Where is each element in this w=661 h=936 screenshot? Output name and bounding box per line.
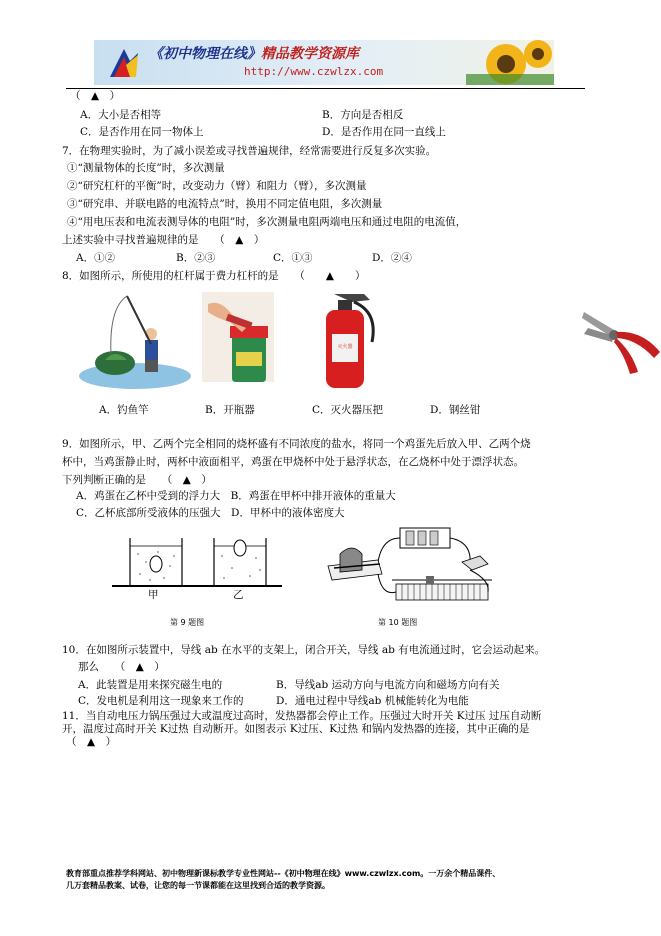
- q7-option-c: C．①③: [273, 252, 313, 264]
- footer-line-1: 教育部重点推荐学科网站、初中物理新课标教学专业性网站--《初中物理在线》www.czwlzx.com。一万余个精品课件、: [66, 869, 501, 878]
- q7-item-2: ②“研究杠杆的平衡”时，改变动力（臂）和阻力（臂），多次测量: [67, 180, 367, 192]
- figure-10-caption: 第 10 题图: [378, 618, 418, 627]
- q7-item-3: ③“研究串、并联电路的电流特点”时，换用不同定值电阻，多次测量: [67, 198, 383, 210]
- q8-option-a: A．钓鱼竿: [99, 404, 149, 416]
- q6-option-c: C．是否作用在同一物体上: [80, 126, 204, 138]
- q9-stem-line-2: 杯中，当鸡蛋静止时，两杯中液面相平，鸡蛋在甲烧杯中处于悬浮状态，在乙烧杯中处于漂浮状态。: [62, 456, 524, 468]
- q11-line-2: 开，温度过高时开关 K过热 自动断开。如图表示 K过压、K过热 和锅内发热器的连接，其中正确的是: [62, 723, 530, 735]
- q8-option-c: C．灭火器压把: [312, 404, 384, 416]
- q9-stem-line-3: 下列判断正确的是 （ ▲ ）: [62, 474, 212, 486]
- q7-option-a: A．①②: [76, 252, 116, 264]
- q9-options-line-2: C．乙杯底部所受液体的压强大 D．甲杯中的液体密度大: [76, 507, 345, 519]
- extinguisher-label: 灭火器: [337, 344, 353, 350]
- q11-line-3: （ ▲ ）: [66, 736, 117, 748]
- banner-title: 《初中物理在线》精品教学资源库: [149, 46, 359, 62]
- q10-stem-line-2: 那么 （ ▲ ）: [78, 661, 165, 673]
- q9-stem-line-1: 9．如图所示，甲、乙两个完全相同的烧杯盛有不同浓度的盐水，将同一个鸡蛋先后放入甲、乙两个烧: [62, 438, 531, 450]
- q6-option-d: D．是否作用在同一直线上: [322, 126, 446, 138]
- pliers-illustration: [580, 302, 661, 374]
- motor-apparatus-figure: [322, 522, 502, 612]
- q10-option-c: C．发电机是利用这一现象来工作的: [78, 695, 244, 707]
- header-rule: [66, 88, 585, 89]
- footer-line-2: 几万套精品教案、试卷，让您的每一节课都能在这里找到合适的教学资源。: [66, 881, 330, 890]
- sunflower-icon: [466, 40, 554, 85]
- banner-url[interactable]: http://www.czwlzx.com: [244, 65, 384, 78]
- q6-answer-blank: （ ▲ ）: [70, 90, 121, 102]
- q6-option-b: B．方向是否相反: [322, 109, 404, 121]
- fishing-rod-illustration: [75, 288, 195, 393]
- header-banner: [94, 40, 554, 85]
- beaker-label-jia: 甲: [148, 589, 159, 601]
- beaker-label-yi: 乙: [233, 589, 244, 601]
- q10-option-b: B．导线ab 运动方向与电流方向和磁场方向有关: [276, 679, 500, 691]
- q7-option-b: B．②③: [176, 252, 216, 264]
- figure-9-caption: 第 9 题图: [170, 618, 205, 627]
- fire-extinguisher-illustration: [312, 290, 382, 390]
- q7-question: 上述实验中寻找普遍规律的是 （ ▲ ）: [62, 234, 265, 246]
- q9-options-line-1: A．鸡蛋在乙杯中受到的浮力大 B．鸡蛋在甲杯中排开液体的重量大: [76, 490, 396, 502]
- q10-option-a: A．此装置是用来探究磁生电的: [78, 679, 223, 691]
- q8-option-b: B．开瓶器: [205, 404, 255, 416]
- q10-option-d: D．通电过程中导线ab 机械能转化为电能: [276, 695, 469, 707]
- bottle-opener-illustration: [202, 292, 274, 382]
- q7-stem: 7．在物理实验时，为了减小误差或寻找普遍规律，经常需要进行反复多次实验。: [62, 145, 437, 157]
- q7-item-1: ①“测量物体的长度”时，多次测量: [67, 162, 225, 174]
- q8-stem: 8．如图所示，所使用的杠杆属于费力杠杆的是 （ ▲ ）: [62, 270, 366, 282]
- q7-item-4: ④“用电压表和电流表测导体的电阻”时，多次测量电阻两端电压和通过电阻的电流值，: [67, 216, 467, 228]
- q11-line-1: 11．当自动电压力锅压强过大或温度过高时，发热器都会停止工作。压强过大时开关 K过压 过压自动断: [62, 710, 542, 722]
- beaker-figure: [112, 532, 282, 602]
- q8-option-d: D．钢丝钳: [430, 404, 481, 416]
- q10-stem-line-1: 10．在如图所示装置中，导线 ab 在水平的支架上，闭合开关，导线 ab 有电流通过时，它会运动起来。: [62, 644, 546, 656]
- q6-option-a: A．大小是否相等: [80, 109, 162, 121]
- q7-option-d: D．②④: [372, 252, 412, 264]
- site-logo-icon: [104, 43, 144, 83]
